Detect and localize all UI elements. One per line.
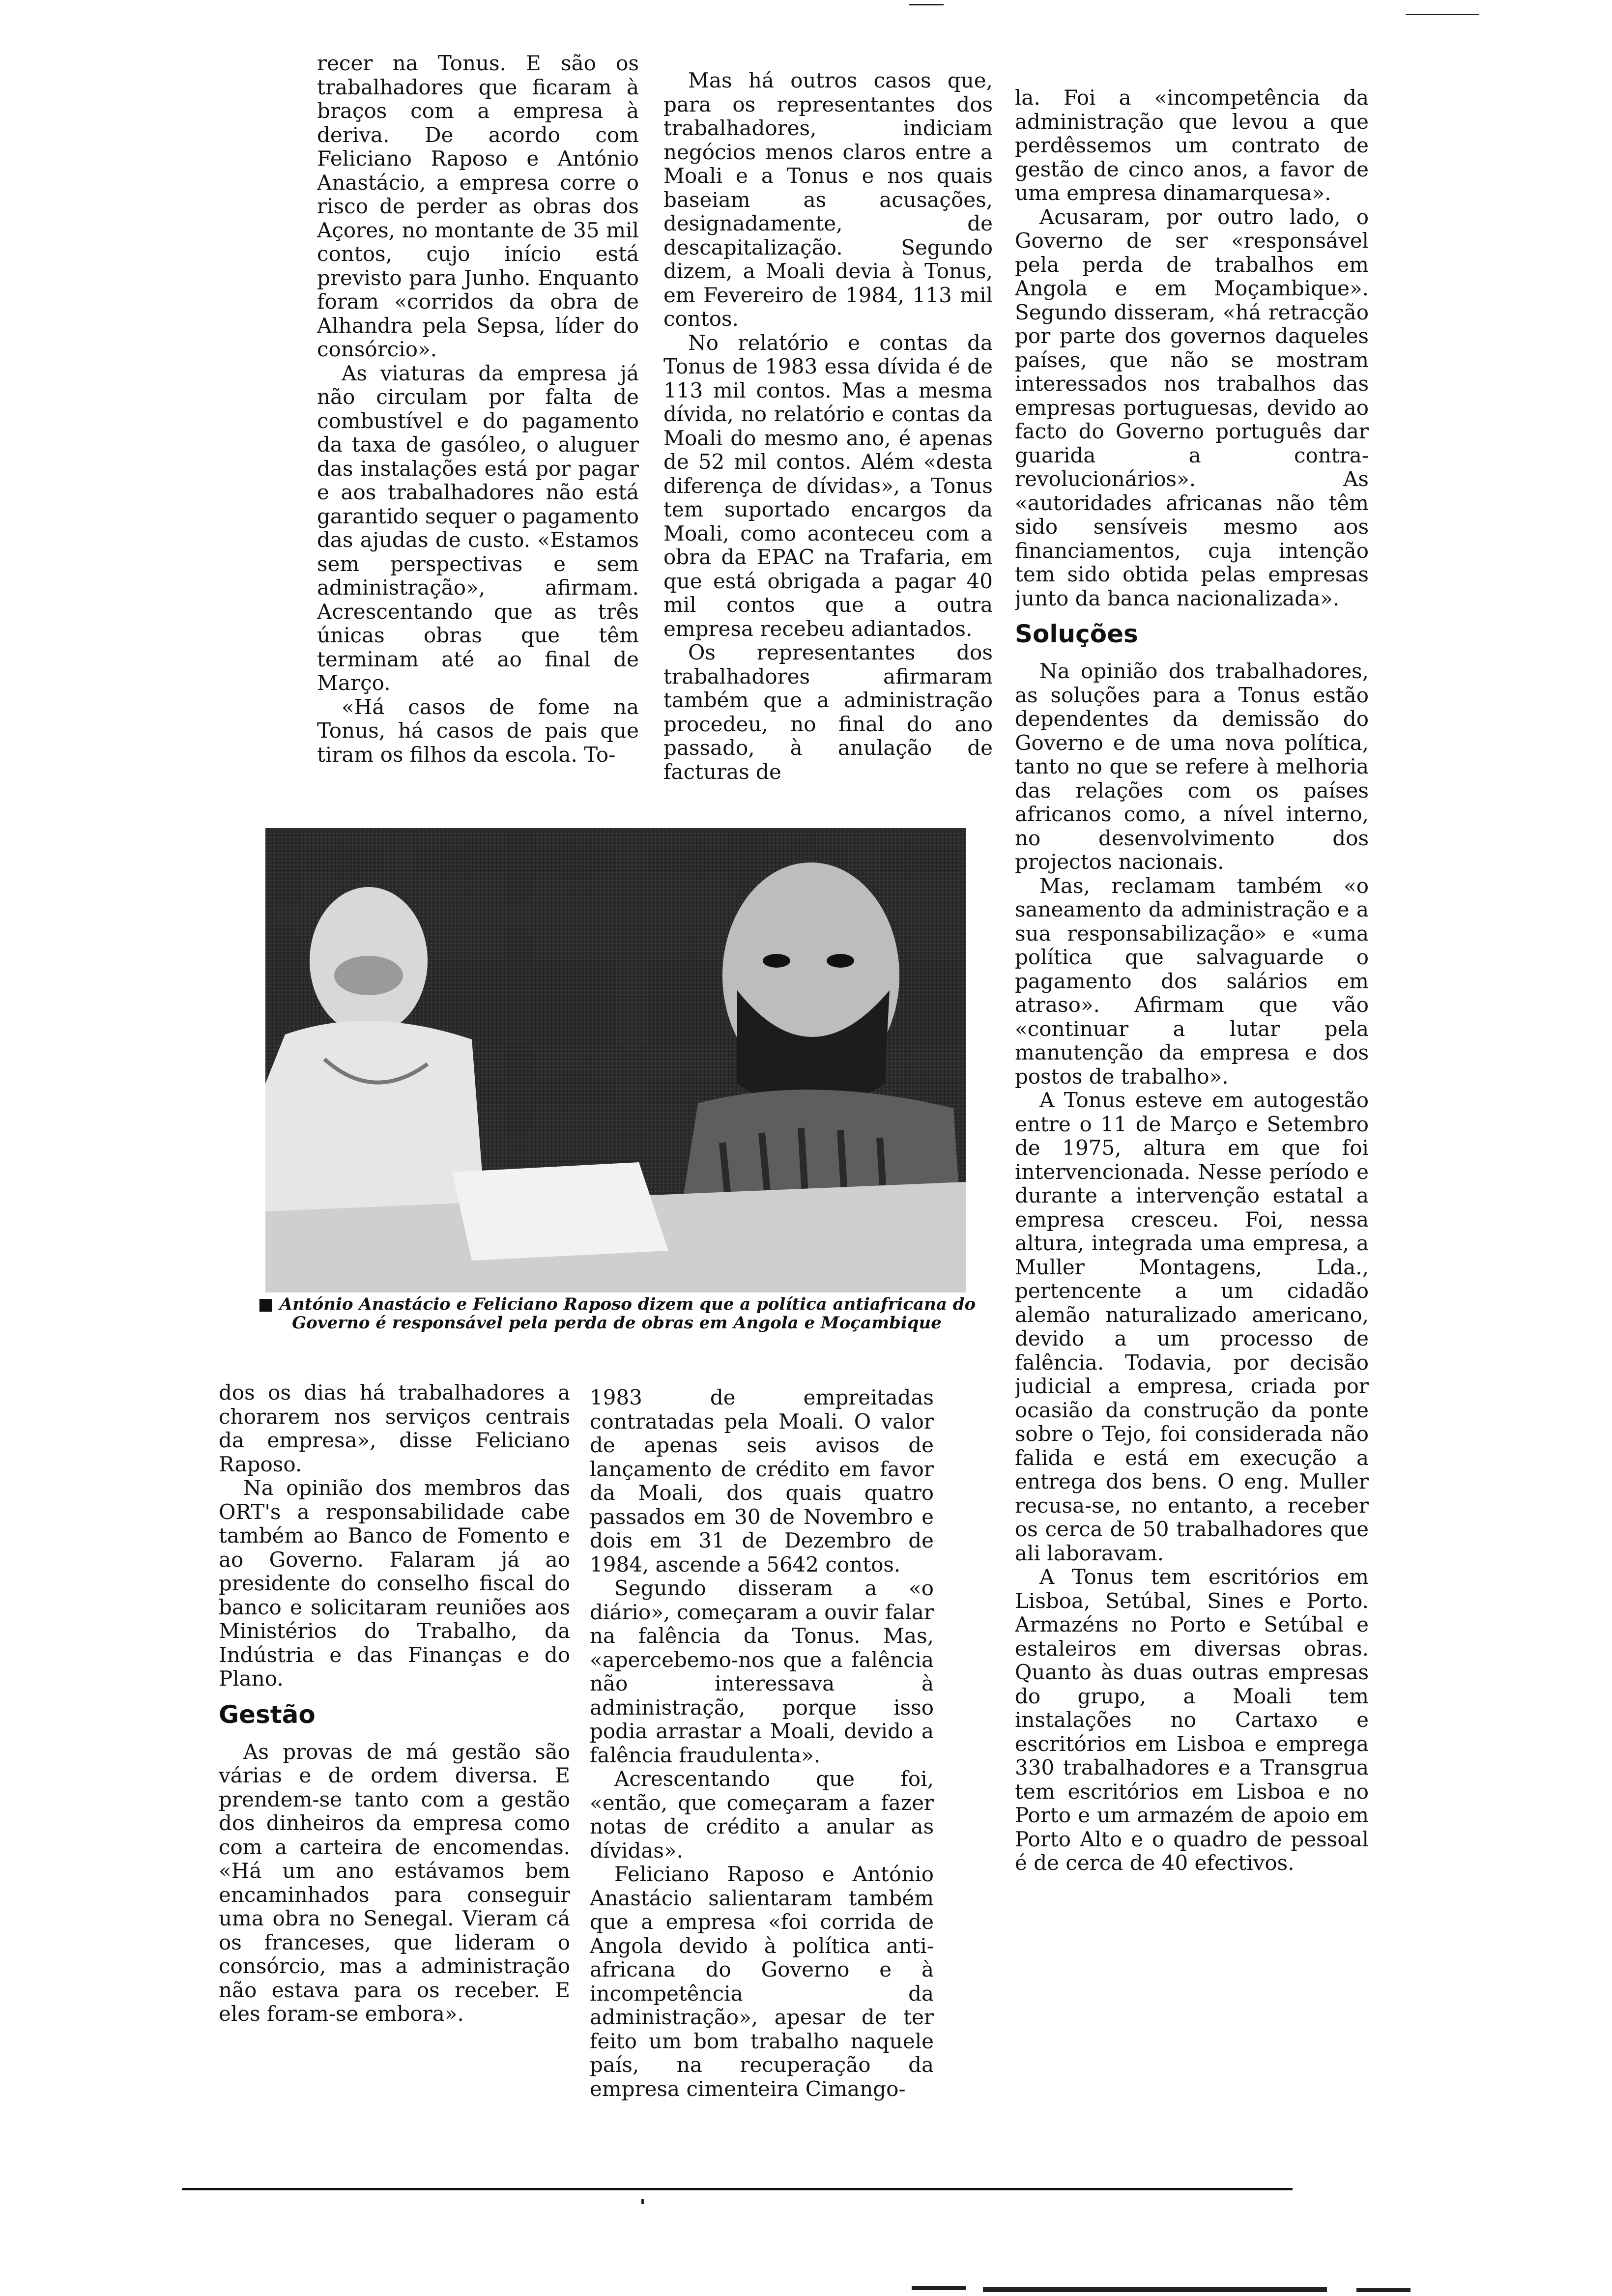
column-2-bottom (590, 1386, 934, 2165)
paragraph: Na opinião dos trabalhadores, as soluções para a Tonus estão dependentes da demissão do Governo e de uma nova política, tanto no que se refere à melhoria das relações com os países africanos como, a nível interno, no desenvolvimento dos projectos nacionais. (1015, 659, 1369, 874)
scan-mark-bottom-2 (983, 2287, 1327, 2292)
caption-text: António Anastácio e Feliciano Raposo dizem que a política antiafricana do Governo é responsável pela perda de obras em Angola e Moçambique (279, 1294, 976, 1333)
section-heading: Gestão (219, 1700, 316, 1729)
bottom-rule (182, 2188, 1293, 2190)
caption-marker-icon: ■ (258, 1294, 274, 1314)
paragraph: Na opinião dos membros das ORT's a responsabilidade cabe também ao Banco de Fomento e ao Governo. Falaram já ao presidente do conselho fiscal do banco e solicitaram reuniões aos Ministérios do Trabalho, da Indústria e das Finanças e do Plano. (219, 1476, 570, 1691)
scan-dot (641, 2199, 644, 2204)
column-1-bottom (219, 1381, 570, 2165)
paragraph: A Tonus esteve em autogestão entre o 11 de Março e Setembro de 1975, altura em que foi intervencionada. Nesse período e durante a intervenção estatal a empresa cresceu. Foi, nessa altura, integrada uma empresa, a Muller Montagens, Lda., pertencente a um cidadão alemão naturalizado americano, devido a um processo de falência. Todavia, por decisão judicial a empresa, criada por ocasião da construção da ponte sobre o Tejo, foi considerada não falida e está em execução a entrega dos bens. O eng. Muller recusa-se, no entanto, a receber os cerca de 50 trabalhadores que ali laboravam. (1015, 1088, 1369, 1565)
paragraph: No relatório e contas da Tonus de 1983 essa dívida é de 113 mil contos. Mas a mesma dívida, no relatório e contas da Moali do mesmo ano, é apenas de 52 mil contos. Além «desta diferença de dívidas», a Tonus tem suportado encargos da Moali, como aconteceu com a obra da EPAC na Trafaria, em que está obrigada a pagar 40 mil contos que a outra empresa recebeu adiantados. (663, 330, 993, 641)
paragraph: As provas de má gestão são várias e de ordem diversa. E prendem-se tanto com a gestão dos dinheiros da empresa como com a carteira de encomendas. «Há um ano estávamos bem encaminhados para conseguir uma obra no Senegal. Vieram cá os franceses, que lideram o consórcio, mas a administração não estava para os receber. E eles foram-se embora». (219, 1739, 570, 2026)
paragraph: la. Foi a «incompetência da administração que levou a que perdêssemos um contrato de gestão de cinco anos, a favor de uma empresa dinamarquesa». (1015, 86, 1369, 205)
photo-caption (248, 1295, 985, 1332)
paragraph: Os representantes dos trabalhadores afirmaram também que a administração procedeu, no final do ano passado, à anulação de facturas de (663, 640, 993, 784)
paragraph: Acrescentando que foi, «então, que começaram a fazer notas de crédito a anular as dívidas». (590, 1767, 934, 1863)
paragraph: Mas há outros casos que, para os representantes dos trabalhadores, indiciam negócios menos claros entre a Moali e a Tonus e nos quais baseiam as acusações, designadamente, de descapitalização. Segundo dizem, a Moali devia à Tonus, em Fevereiro de 1984, 113 mil contos. (663, 69, 993, 331)
paragraph: A Tonus tem escritórios em Lisboa, Setúbal, Sines e Porto. Armazéns no Porto e Setúbal e estaleiros em diversas obras. Quanto às duas outras empresas do grupo, a Moali tem instalações no Cartaxo e escritórios em Lisboa e emprega 330 trabalhadores e a Transgrua tem escritórios em Lisboa e no Porto e um armazém de apoio em Porto Alto e o quadro de pessoal é de cerca de 40 efectivos. (1015, 1565, 1369, 1875)
photo-two-men-image (265, 828, 966, 1292)
paragraph: «Há casos de fome na Tonus, há casos de pais que tiram os filhos da escola. To- (317, 694, 639, 767)
column-2-top (663, 69, 993, 828)
news-photo (265, 828, 966, 1292)
scan-mark-bottom-3 (1356, 2288, 1410, 2292)
section-heading: Soluções (1015, 620, 1138, 648)
scan-mark-top (909, 4, 944, 5)
scan-mark-bottom-1 (912, 2286, 966, 2290)
paragraph: 1983 de empreitadas contratadas pela Moali. O valor de apenas seis avisos de lançamento de crédito em favor da Moali, dos quais quatro passados em 30 de Novembro e dois em 31 de Dezembro de 1984, ascende a 5642 contos. (590, 1386, 934, 1577)
paragraph: As viaturas da empresa já não circulam por falta de combustível e do pagamento da taxa de gasóleo, o aluguer das instalações está por pagar e aos trabalhadores não está garantido sequer o pagamento das ajudas de custo. «Estamos sem perspectivas e sem administração», afirmam. Acrescentando que as três únicas obras que têm terminam até ao final de Março. (317, 361, 639, 695)
paragraph: Acusaram, por outro lado, o Governo de ser «responsável pela perda de trabalhos em Angola e em Moçambique». Segundo disseram, «há retracção por parte dos governos daqueles países, que não se mostram interessados nos trabalhos das empresas portuguesas, devido ao facto do Governo português dar guarida a contra-revolucionários». As «autoridades africanas não têm sido sensíveis mesmo aos financiamentos, cuja intenção tem sido obtida pelas empresas junto da banca nacionalizada». (1015, 204, 1369, 610)
paragraph: Mas, reclamam também «o saneamento da administração e a sua responsabilização» e «uma política que salvaguarde o pagamento dos salários em atraso». Afirmam que vão «continuar a lutar pela manutenção da empresa e dos postos de trabalho». (1015, 873, 1369, 1089)
paragraph: Segundo disseram a «o diário», começaram a ouvir falar na falência da Tonus. Mas, «apercebemo-nos que a falência não interessava à administração, porque isso podia arrastar a Moali, devido a falência fraudulenta». (590, 1576, 934, 1767)
scan-mark-top-right (1406, 14, 1479, 15)
paragraph: Feliciano Raposo e António Anastácio salientaram também que a empresa «foi corrida de Angola devido à política anti-africana do Governo e à incompetência da administração», apesar de ter feito um bom trabalho naquele país, na recuperação da empresa cimenteira Cimango- (590, 1862, 934, 2101)
column-1-top (317, 52, 639, 826)
paragraph: dos os dias há trabalhadores a chorarem nos serviços centrais da empresa», disse Feliciano Raposo. (219, 1381, 570, 1476)
column-3 (1015, 86, 1369, 2199)
paragraph: recer na Tonus. E são os trabalhadores que ficaram à braços com a empresa à deriva. De acordo com Feliciano Raposo e António Anastácio, a empresa corre o risco de perder as obras dos Açores, no montante de 35 mil contos, cujo início está previsto para Junho. Enquanto foram «corridos da obra de Alhandra pela Sepsa, líder do consórcio». (317, 52, 639, 361)
